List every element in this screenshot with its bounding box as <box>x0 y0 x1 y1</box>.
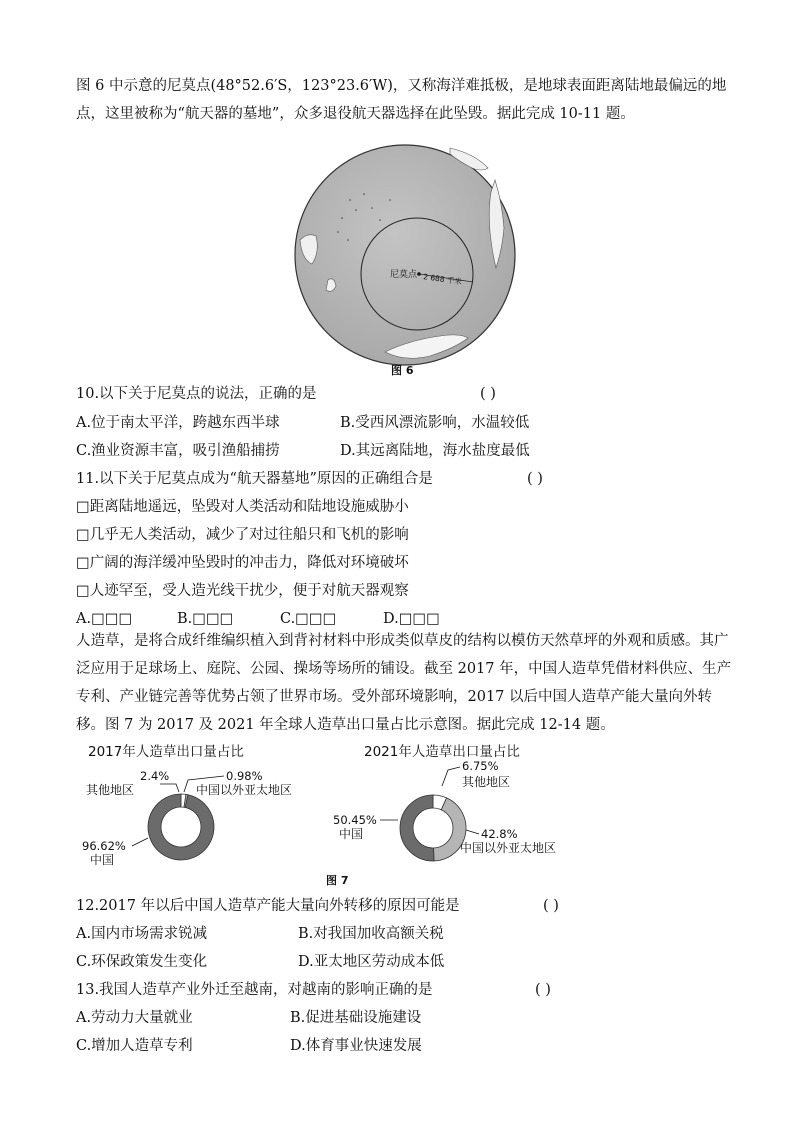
chart2-title: 2021年人造草出口量占比 <box>364 744 520 760</box>
q13-option-a: A.劳动力大量就业 <box>76 1010 193 1026</box>
q12-option-a: A.国内市场需求锐减 <box>76 926 208 942</box>
globe-ocean <box>295 145 515 365</box>
chart2-label-china-value: 50.45% <box>333 813 377 827</box>
chart1-label-apac-value: 0.98% <box>226 769 263 783</box>
chart1-label-china-name: 中国 <box>90 853 115 867</box>
q11-item-4: □人迹罕至，受人造光线干扰少，便于对航天器观察 <box>76 583 409 599</box>
chart1-label-china-value: 96.62% <box>82 839 126 853</box>
figure-7-caption: 图 7 <box>326 874 349 887</box>
nemo-distance-label: 2 688 千米 <box>422 272 463 287</box>
chart1-label-apac-name: 中国以外亚太地区 <box>196 783 293 797</box>
q10-stem: 10.以下关于尼莫点的说法，正确的是 <box>76 386 317 402</box>
chart2-leader-apac <box>466 830 479 834</box>
chart1-leader-other <box>160 784 179 792</box>
q12-option-c: C.环保政策发生变化 <box>76 954 208 970</box>
chart2-label-apac-value: 42.8% <box>481 827 518 841</box>
chart1-slice-china <box>148 794 214 860</box>
q11-option-b: B.□□□ <box>177 611 234 627</box>
figure-6-caption: 图 6 <box>391 364 414 377</box>
intro-paragraph-1: 图 6 中示意的尼莫点(48°52.6′S，123°23.6′W)，又称海洋难抵极，是地球表面距离陆地最偏远的地点，这里被称为“航天器的墓地”，众多退役航天器选择在此坠毁。据此完成 10-11 题。 <box>76 78 727 122</box>
q10-option-d: D.其远离陆地，海水盐度最低 <box>340 443 530 459</box>
q11-item-1: □距离陆地遥远，坠毁对人类活动和陆地设施威胁小 <box>76 499 409 515</box>
q11-stem: 11.以下关于尼莫点成为“航天器墓地”原因的正确组合是 <box>76 471 433 487</box>
chart2-slice-china <box>400 795 434 861</box>
q10-answer-paren: ( ) <box>480 386 496 402</box>
chart2-label-other-name: 其他地区 <box>462 775 511 789</box>
q13-option-d: D.体育事业快速发展 <box>290 1038 422 1054</box>
nemo-point-label: 尼莫点 <box>389 270 417 280</box>
chart2-donut <box>400 795 466 861</box>
q12-option-d: D.亚太地区劳动成本低 <box>298 954 445 970</box>
q13-answer-paren: ( ) <box>535 982 551 998</box>
q11-option-c: C.□□□ <box>280 611 337 627</box>
chart1-leader-china <box>132 838 148 846</box>
q13-stem: 13.我国人造草产业外迁至越南，对越南的影响正确的是 <box>76 982 433 998</box>
q13-option-c: C.增加人造草专利 <box>76 1038 193 1054</box>
chart2-label-other-value: 6.75% <box>462 759 499 773</box>
q11-item-2: □几乎无人类活动，减少了对过往船只和飞机的影响 <box>76 527 409 543</box>
chart2-label-china-name: 中国 <box>339 827 364 841</box>
intro-paragraph-2: 人造草，是将合成纤维编织植入到背衬材料中形成类似草皮的结构以模仿天然草坪的外观和质感。其广泛应用于足球场上、庭院、公园、操场等场所的铺设。截至 2017 年，中国人造草凭借材料供应、生产专利、产业链完善等优势占领了世界市场。受外部环境影响，2017 以后中国人造草产能大量向外转移。图 7 为 2017 及 2021 年全球人造草出口量占比示意图。据此完成 12-14 题。 <box>76 633 732 733</box>
q11-item-3: □广阔的海洋缓冲坠毁时的冲击力，降低对环境破坏 <box>76 555 409 571</box>
q12-stem: 12.2017 年以后中国人造草产能大量向外转移的原因可能是 <box>76 898 460 914</box>
q10-option-c: C.渔业资源丰富，吸引渔船捕捞 <box>76 443 280 459</box>
chart1-title: 2017年人造草出口量占比 <box>88 744 244 760</box>
q10-option-a: A.位于南太平洋，跨越东西半球 <box>76 415 280 431</box>
chart1-label-other-value: 2.4% <box>140 769 170 783</box>
q12-answer-paren: ( ) <box>543 898 559 914</box>
q10-option-b: B.受西风漂流影响，水温较低 <box>340 415 530 431</box>
chart1-label-other-name: 其他地区 <box>86 783 135 797</box>
figure-7-donut-charts <box>76 740 636 870</box>
chart2-leader-other <box>442 767 460 786</box>
figure-6-globe-map <box>290 140 520 370</box>
chart2-label-apac-name: 中国以外亚太地区 <box>460 841 557 855</box>
q11-option-a: A.□□□ <box>76 611 133 627</box>
q12-option-b: B.对我国加收高额关税 <box>298 926 444 942</box>
q11-answer-paren: ( ) <box>527 471 543 487</box>
q13-option-b: B.促进基础设施建设 <box>290 1010 422 1026</box>
q11-option-d: D.□□□ <box>383 611 440 627</box>
chart1-donut <box>148 794 214 860</box>
